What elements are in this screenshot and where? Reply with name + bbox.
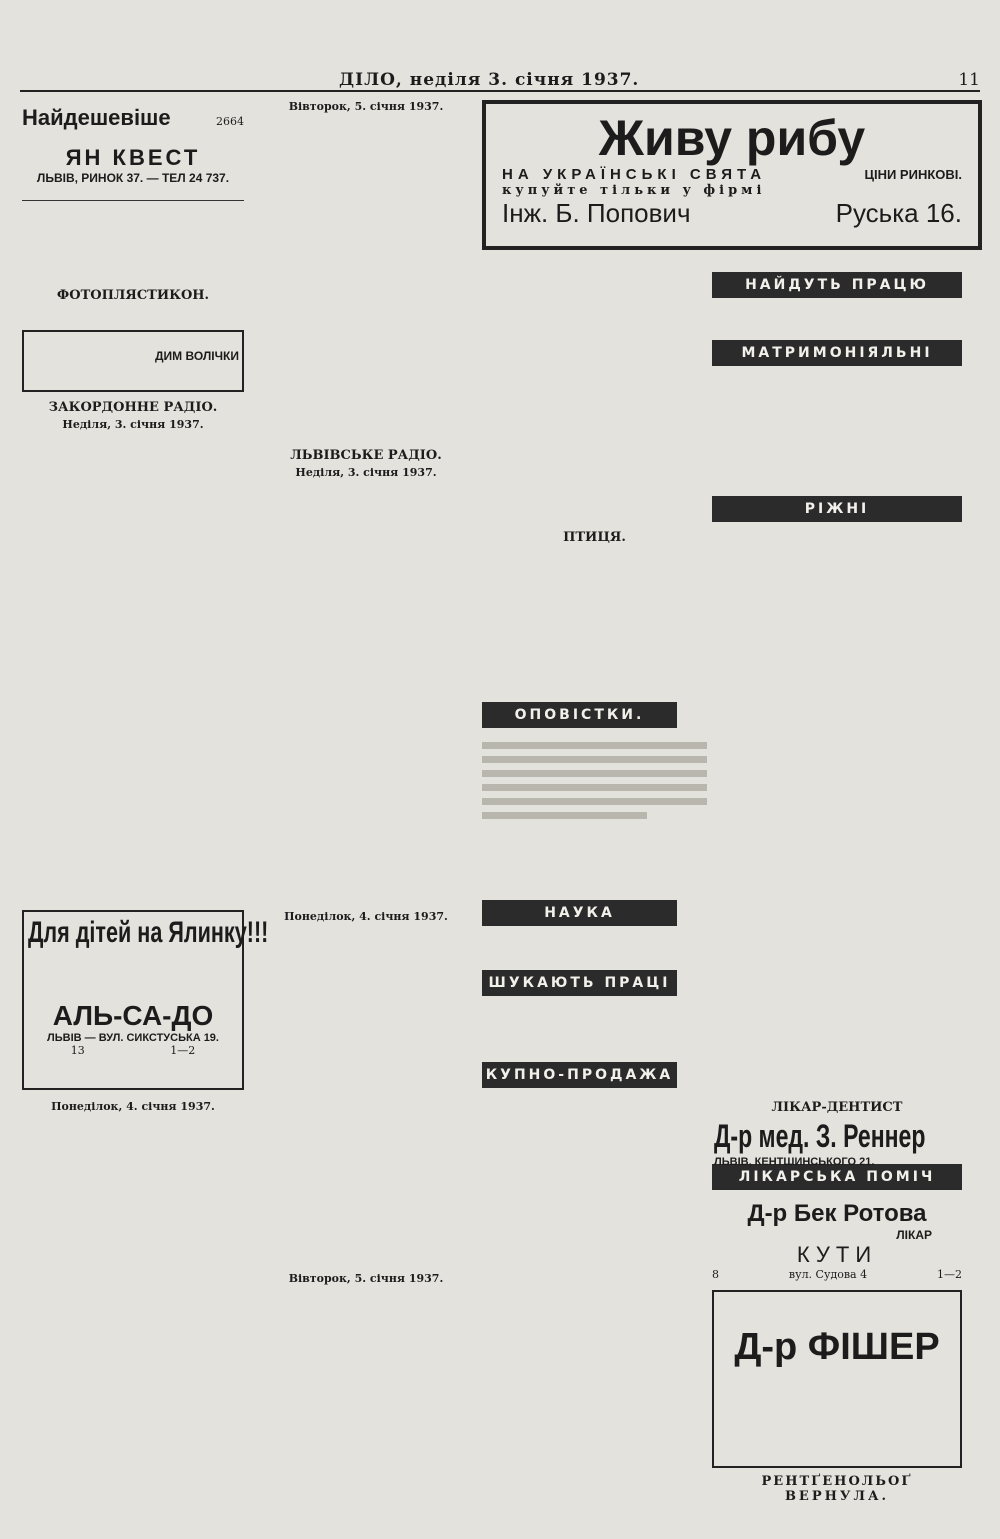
divider: [22, 200, 244, 201]
newspaper-ad-title: [27, 335, 239, 349]
lviv-radio-body: [255, 484, 477, 984]
section-science: НАУКА: [482, 900, 677, 926]
fisher-ad-subtitle: [718, 1296, 956, 1326]
header-page-number: 11: [958, 70, 980, 90]
tuesday-lviv-body: [255, 1288, 477, 1508]
poultry-table: [482, 548, 707, 688]
section-misc: РІЖНІ: [712, 496, 962, 522]
tuesday-top-body: [255, 116, 477, 436]
newspaper-ad-firm: ДИМ ВОЛІЧКИ: [154, 349, 239, 363]
section-announcements: ОПОВІСТКИ.: [482, 702, 677, 728]
ad-glass-address: ЛЬВІВ, РИНОК 37. — ТЕЛ 24 737.: [36, 171, 230, 185]
foto-heading: ФОТОПЛЯСТИКОН.: [56, 288, 210, 303]
doctor-rotova-place: КУТИ: [796, 1242, 878, 1267]
fish-ad-firm: Інж. Б. Попович: [502, 198, 691, 228]
monday-lviv-body: [255, 926, 477, 1326]
lviv-radio-date: Неділя, 3. січня 1937.: [295, 466, 437, 479]
fish-ad-line2: НА УКРАЇНСЬКІ СВЯТА: [502, 166, 767, 183]
fish-ad-address: Руська 16.: [835, 198, 962, 228]
doctor-rotova-left-num: 8: [712, 1268, 719, 1281]
ad-children: [22, 910, 269, 1090]
ad-children-body: [28, 950, 238, 1000]
lviv-radio-heading: ЛЬВІВСЬКЕ РАДІО.: [290, 448, 442, 463]
foreign-radio-date: Неділя, 3. січня 1937.: [62, 418, 204, 431]
doctor-rotova-street: вул. Судова 4: [788, 1268, 868, 1281]
ad-glass: [22, 105, 244, 195]
foreign-radio-body: [22, 436, 244, 836]
doctor-rotova-role: ЛІКАР: [896, 1228, 932, 1242]
ad-glass-number: 2664: [216, 115, 244, 128]
tuesday-top-date: Вівторок, 5. січня 1937.: [288, 100, 444, 113]
monday-lviv-date: Понеділок, 4. січня 1937.: [284, 910, 448, 923]
section-matrimonial: МАТРИМОНІЯЛЬНІ: [712, 340, 962, 366]
ad-children-right-num: 1—2: [170, 1044, 196, 1057]
fish-ad-line3: купуйте тільки у фірмі: [502, 183, 766, 198]
page-header: [20, 62, 980, 92]
tuesday-lviv-date: Вівторок, 5. січня 1937.: [288, 1272, 444, 1285]
ad-children-title: Для дітей на Ялинку!!!: [28, 916, 269, 949]
doctor-rotova-right-num: 1—2: [937, 1268, 962, 1281]
doctor-rotova-ad: [712, 1200, 962, 1280]
monday-radio-body: [22, 1118, 244, 1518]
ad-glass-firm: ЯН КВЕСТ: [65, 145, 201, 170]
doctor-rotova-name: Д-р Бек Ротова: [747, 1200, 927, 1227]
dentist-name: Д-р мед. З. Реннер: [714, 1118, 926, 1154]
ad-glass-title: Найдешевіше: [22, 105, 171, 130]
ad-glass-body: [22, 131, 244, 145]
fish-ad: [482, 100, 982, 250]
foreign-radio-heading: ЗАКОРДОННЕ РАДІО.: [48, 400, 218, 415]
header-masthead: ДІЛО, неділя 3. січня 1937.: [339, 70, 640, 90]
poultry-heading: ПТИЦЯ.: [563, 530, 626, 545]
dentist-address: ЛЬВІВ, КЕНТШИНСЬКОГО 21.: [714, 1156, 875, 1168]
xray-closing: ВЕРНУЛА.: [784, 1489, 890, 1504]
dentist-label: ЛІКАР-ДЕНТИСТ: [771, 1100, 903, 1115]
monday-radio-date: Понеділок, 4. січня 1937.: [51, 1100, 215, 1113]
cinema-listing: [22, 208, 244, 298]
section-find-work: НАЙДУТЬ ПРАЦЮ: [712, 272, 962, 298]
ad-children-address: ЛЬВІВ — ВУЛ. СИКСТУСЬКА 19.: [47, 1032, 219, 1044]
fisher-ad-name: Д-р ФІШЕР: [734, 1326, 940, 1368]
section-buy-sell: КУПНО-ПРОДАЖА: [482, 1062, 677, 1088]
ad-children-left-num: 13: [70, 1044, 85, 1057]
section-seeking-work: ШУКАЮТЬ ПРАЦІ: [482, 970, 677, 996]
section-medical: ЛІКАРСЬКА ПОМІЧ: [712, 1164, 962, 1190]
xray-label: РЕНТҐЕНОЛЬОҐ: [761, 1474, 913, 1489]
fisher-ad: [712, 1290, 962, 1468]
fish-ad-prices: ЦІНИ РИНКОВІ.: [864, 167, 962, 182]
ad-children-firm: АЛЬ-СА-ДО: [52, 1000, 214, 1031]
fish-ad-title: Живу рибу: [598, 110, 866, 166]
xray-ad: [712, 1474, 962, 1534]
announcements-text: [482, 734, 707, 884]
newspaper-ad: [22, 330, 244, 392]
